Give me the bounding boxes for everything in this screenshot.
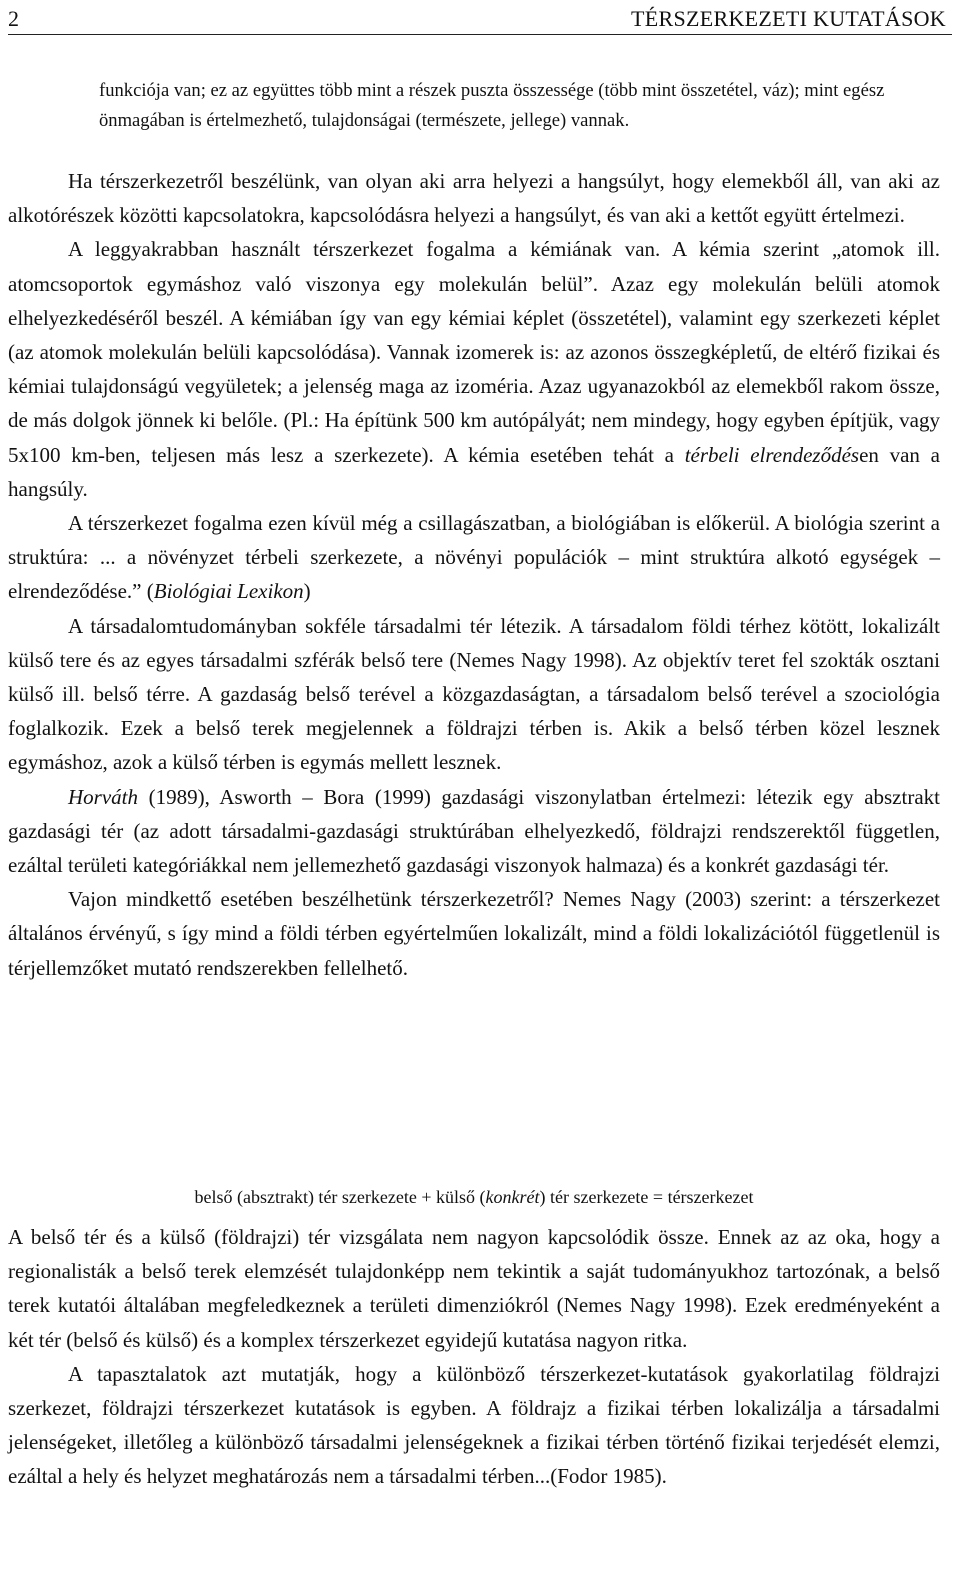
paragraph-1: Ha térszerkezetről beszélünk, van olyan aki arra helyezi a hangsúlyt, hogy elemekből áll, van aki az alkotórészek közötti kapcsolatokra, kapcsolódásra helyezi a hangsúlyt, és van aki a kettőt együtt értelmezi.: [8, 169, 940, 228]
formula-italic: konkrét: [485, 1187, 540, 1207]
author-horvath: Horváth: [68, 784, 138, 809]
paragraph-8: A tapasztalatok azt mutatják, hogy a különböző térszerkezet-kutatások gyakorlatilag földrajzi szerkezet, földrajzi térszerkezet kutatások is egyben. A földrajz a fizikai térben lokalizálja a társadalmi jelenségeket, illetőleg a különböző társadalmi jelenségeknek a fizikai térben történő fizikai terjedését elemzi, ezáltal a hely és helyzet meghatározás nem a társadalmi térben...(Fodor 1985).: [8, 1361, 940, 1489]
paragraph-3: A térszerkezet fogalma ezen kívül még a csillagászatban, a biológiában is előkerül. A biológia szerint a struktúra: ... a növényzet térbeli szerkezete, a növényi populációk – mint struktúra alkotó egységek – elrendeződése.” (Biológiai Lexikon): [8, 511, 940, 604]
running-title: TÉRSZERKEZETI KUTATÁSOK: [631, 6, 946, 31]
paragraph-5: Horváth (1989), Asworth – Bora (1999) gazdasági viszonylatban értelmezi: létezik egy absztrakt gazdasági tér (az adott társadalmi-gazdasági struktúrában elhelyezkedő, földrajzi rendszerektől független, ezáltal területi kategóriákkal nem jellemezhető gazdasági viszonyok halmaza) és a konkrét gazdasági tér.: [8, 784, 940, 878]
body-text-lower: [8, 1220, 940, 1494]
body-text-upper: [8, 164, 940, 985]
page-number: 2: [8, 6, 19, 31]
paragraph-2: A leggyakrabban használt térszerkezet fogalma a kémiának van. A kémia szerint „atomok ill. atomcsoportok egymáshoz való viszonya egy molekulán belül”. Azaz egy molekulán belüli atomok elhelyezkedéséről beszél. A kémiában így van egy kémiai képlet (összetétel), valamint egy szerkezeti képlet (az atomok molekulán belüli kapcsolódása). Vannak izomerek is: az azonos összegképletű, de eltérő fizikai és kémiai tulajdonságú vegyületek; a jelenség maga az izoméria. Azaz ugyanazokból az elemekből rakom össze, de más dolgok jönnek ki belőle. (Pl.: Ha építünk 500 km autópályát; nem mindegy, hogy egyben építjük, vagy 5x100 km-ben, teljesen más lesz a szerkezete). A kémia esetében tehát a térbeli elrendeződésen van a hangsúly.: [8, 237, 940, 501]
paragraph-4: A társadalomtudományban sokféle társadalmi tér létezik. A társadalom földi térhez kötött, lokalizált külső tere és az egyes társadalmi szférák belső tere (Nemes Nagy 1998). Az objektív teret fel szokták osztani külső ill. belső térre. A gazdaság belső terével a közgazdaságtan, a társadalom belső terével a szociológia foglalkozik. Ezek a belső terek megjelennek a földrajzi térben is. Akik a belső térben közel lesznek egymáshoz, azok a külső térben is egymás mellett lesznek.: [8, 613, 940, 775]
citation-lexikon: Biológiai Lexikon: [153, 579, 304, 604]
emphasis-text: térbeli elrendeződés: [684, 442, 860, 467]
formula-line: belső (absztrakt) tér szerkezete + külső (konkrét) tér szerkezete = térszerkezet: [194, 1187, 754, 1207]
paragraph-7: A belső tér és a külső (földrajzi) tér vizsgálata nem nagyon kapcsolódik össze. Ennek az az oka, hogy a regionalisták a belső terek elemzését tulajdonképp nem tekintik a saját tudományukhoz tartozónak, a belső terek kutatói általában megfeledkeznek a területi dimenziókról (Nemes Nagy 1998). Ezek eredményeként a két tér (belső és külső) és a komplex térszerkezet egyidejű kutatása nagyon ritka.: [8, 1225, 940, 1352]
quote-paragraph: funkciója van; ez az együttes több mint a részek puszta összessége (több mint összetétel, váz); mint egész önmagában is értelmezhető, tulajdonságai (természete, jellege) vannak.: [99, 80, 885, 131]
paragraph-6: Vajon mindkettő esetében beszélhetünk térszerkezetről? Nemes Nagy (2003) szerint: a térszerkezet általános érvényű, s így mind a földi térben egyértelműen lokalizált, mind a földi lokalizációtól függetlenül is térjellemzőket mutató rendszerekben fellelhető.: [8, 887, 940, 980]
page-header: [8, 4, 952, 35]
